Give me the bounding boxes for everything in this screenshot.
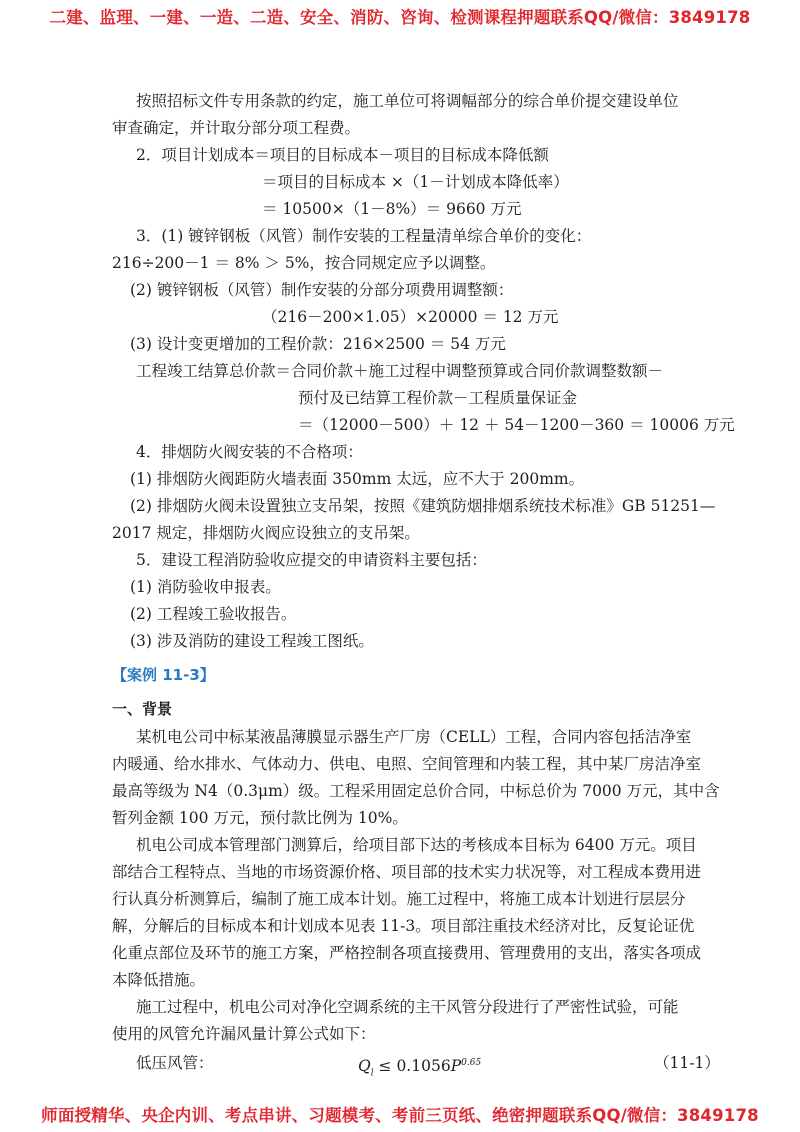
text-line: ＝ 10500×（1－8%）＝ 9660 万元	[262, 200, 522, 218]
text-line: 2．项目计划成本＝项目的目标成本－项目的目标成本降低额	[136, 146, 549, 164]
text-line: 216÷200－1 ＝ 8% ＞ 5%，按合同规定应予以调整。	[112, 254, 496, 272]
text-line: (2) 工程竣工验收报告。	[130, 605, 297, 623]
text-line: 暂列金额 100 万元，预付款比例为 10%。	[112, 809, 408, 827]
text-line: 3．(1) 镀锌钢板（风管）制作安装的工程量清单综合单价的变化：	[136, 227, 592, 245]
formula-label: 低压风管：	[136, 1054, 214, 1072]
text-line: 解，分解后的目标成本和计划成本见表 11-3。项目部注重技术经济对比，反复论证优	[112, 917, 695, 935]
text-line: 工程竣工结算总价款＝合同价款＋施工过程中调整预算或合同价款调整数额－	[136, 362, 664, 380]
text-line: ＝（12000－500）＋ 12 ＋ 54－1200－360 ＝ 10006 万元	[298, 416, 735, 434]
text-line: (2) 镀锌钢板（风管）制作安装的分部分项费用调整额：	[130, 281, 514, 299]
text-line: ＝项目的目标成本 ×（1－计划成本降低率）	[262, 173, 569, 191]
text-line: 行认真分析测算后，编制了施工成本计划。施工过程中，将施工成本计划进行层层分	[112, 890, 686, 908]
text-line: (1) 消防验收申报表。	[130, 578, 281, 596]
text-line: 审查确定，并计取分部分项工程费。	[112, 119, 361, 137]
text-line: 部结合工程特点、当地的市场资源价格、项目部的技术实力状况等，对工程成本费用进	[112, 863, 702, 881]
text-line: 5．建设工程消防验收应提交的申请资料主要包括：	[136, 551, 487, 569]
bottom-banner: 师面授精华、央企内训、考点串讲、习题模考、考前三页纸、绝密押题联系QQ/微信：3849178	[41, 1106, 759, 1125]
text-line: 使用的风管允许漏风量计算公式如下：	[112, 1025, 376, 1043]
text-line: (1) 排烟防火阀距防火墙表面 350mm 太远，应不大于 200mm。	[130, 470, 585, 488]
section-heading: 一、背景	[112, 700, 173, 718]
formula-number: （11-1）	[654, 1054, 720, 1072]
text-line: 机电公司成本管理部门测算后，给项目部下达的考核成本目标为 6400 万元。项目	[136, 836, 697, 854]
text-line: 2017 规定，排烟防火阀应设独立的支吊架。	[112, 524, 420, 542]
formula-row	[136, 1052, 720, 1079]
text-line: (2) 排烟防火阀未设置独立支吊架，按照《建筑防烟排烟系统技术标准》GB 51251—	[130, 497, 716, 515]
text-line: 预付及已结算工程价款－工程质量保证金	[298, 389, 578, 407]
text-line: 化重点部位及环节的施工方案，严格控制各项直接费用、管理费用的支出，落实各项成	[112, 944, 702, 962]
case-heading: 【案例 11-3】	[112, 666, 215, 684]
formula-expression: $Q_l \le 0.1056P^{0.65}$	[358, 1057, 482, 1079]
text-line: 按照招标文件专用条款的约定，施工单位可将调幅部分的综合单价提交建设单位	[136, 92, 679, 110]
text-line: （216－200×1.05）×20000 ＝ 12 万元	[262, 308, 559, 326]
top-banner: 二建、监理、一建、一造、二造、安全、消防、咨询、检测课程押题联系QQ/微信：3849178	[49, 8, 751, 27]
text-line: 4．排烟防火阀安装的不合格项：	[136, 443, 363, 461]
text-line: 内暖通、给水排水、气体动力、供电、电照、空间管理和内装工程，其中某厂房洁净室	[112, 755, 702, 773]
text-line: (3) 设计变更增加的工程价款：216×2500 ＝ 54 万元	[130, 335, 506, 353]
text-line: 施工过程中，机电公司对净化空调系统的主干风管分段进行了严密性试验，可能	[136, 998, 679, 1016]
text-line: (3) 涉及消防的建设工程竣工图纸。	[130, 632, 374, 650]
text-line: 最高等级为 N4（0.3μm）级。工程采用固定总价合同，中标总价为 7000 万元，其中含	[112, 782, 720, 800]
text-line: 本降低措施。	[112, 971, 206, 989]
text-line: 某机电公司中标某液晶薄膜显示器生产厂房（CELL）工程，合同内容包括洁净室	[136, 728, 692, 746]
